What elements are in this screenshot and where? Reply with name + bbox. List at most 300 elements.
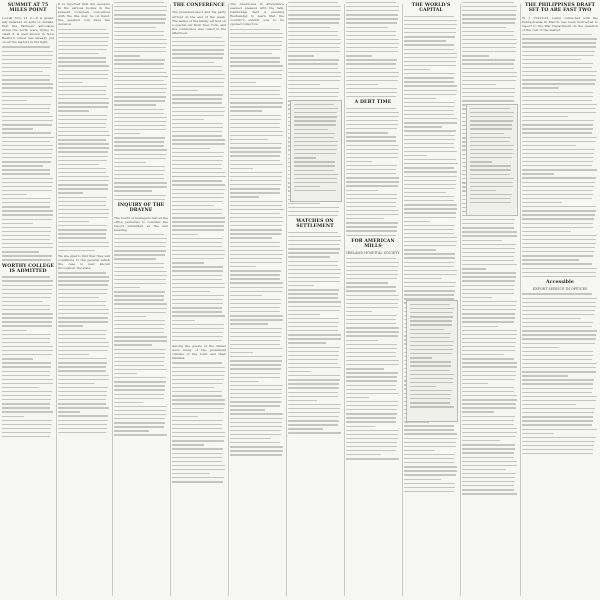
text-line (2, 379, 53, 380)
text-line (288, 76, 341, 77)
text-line (230, 434, 281, 435)
text-line (288, 35, 338, 36)
text-line (172, 90, 198, 91)
column-rule (402, 4, 403, 596)
text-line (58, 383, 95, 384)
text-line (346, 128, 397, 129)
text-line (230, 147, 281, 148)
text-line (2, 210, 53, 211)
text-line (462, 256, 514, 257)
text-line (522, 79, 596, 80)
text-line (230, 53, 272, 54)
text-line (114, 263, 164, 264)
text-line (230, 242, 280, 243)
text-line (58, 432, 106, 433)
text-line (404, 40, 446, 41)
text-line (522, 379, 594, 380)
article-text: The board of managers met at the office yesterday to consider the report submitted at the last meeting. (114, 215, 168, 232)
text-line (172, 246, 222, 247)
article-headline: INQUIRY OF THE DRAYNE (117, 202, 165, 214)
text-line (522, 120, 594, 121)
text-line (172, 448, 223, 449)
text-line (522, 255, 593, 256)
text-line (58, 82, 83, 83)
text-line (346, 405, 398, 406)
text-line (58, 123, 106, 124)
divider (230, 209, 284, 210)
text-line (346, 22, 397, 23)
text-line (522, 108, 596, 109)
text-line (522, 75, 596, 76)
text-line (522, 314, 594, 315)
text-line (114, 31, 164, 32)
text-line (404, 479, 441, 480)
text-line (346, 426, 375, 427)
text-line (522, 116, 568, 117)
text-line (522, 338, 596, 339)
text-line (114, 117, 167, 118)
text-line (410, 402, 450, 403)
text-line (522, 318, 581, 319)
text-line (462, 35, 514, 36)
text-line (288, 68, 338, 69)
text-line (114, 170, 165, 171)
text-line (114, 22, 165, 23)
text-line (58, 90, 106, 91)
text-line (288, 92, 339, 93)
text-line (346, 84, 378, 85)
text-line (230, 323, 268, 324)
text-line (346, 145, 399, 146)
text-line (462, 280, 515, 281)
text-line (404, 130, 456, 131)
text-block (346, 2, 400, 97)
text-line (288, 203, 320, 204)
text-line (410, 406, 454, 407)
text-line (114, 242, 167, 243)
text-line (230, 381, 259, 382)
text-line (462, 301, 517, 302)
text-line (230, 131, 283, 132)
text-line (404, 180, 456, 181)
text-line (230, 233, 281, 234)
text-line (522, 149, 595, 150)
text-line (522, 383, 593, 384)
text-line (114, 357, 165, 358)
text-line (230, 450, 283, 451)
text-line (522, 169, 597, 170)
text-line (114, 254, 165, 255)
text-line (346, 348, 397, 349)
text-line (2, 132, 51, 133)
text-line (462, 366, 517, 367)
text-line (522, 429, 597, 430)
text-line (230, 303, 281, 304)
text-line (522, 420, 593, 421)
text-line (114, 51, 166, 52)
text-line (288, 14, 340, 15)
text-line (404, 139, 455, 140)
text-line (2, 411, 53, 412)
text-block (230, 213, 284, 456)
text-line (172, 315, 225, 316)
text-line (114, 113, 164, 114)
text-line (462, 72, 517, 73)
text-line (114, 190, 152, 191)
text-line (288, 207, 339, 208)
text-line (404, 126, 442, 127)
text-line (114, 92, 166, 93)
text-line (58, 358, 107, 359)
text-line (2, 297, 51, 298)
text-line (522, 96, 593, 97)
text-line (288, 301, 341, 302)
text-line (2, 87, 53, 88)
text-line (346, 430, 399, 431)
text-line (470, 116, 513, 117)
text-line (58, 272, 106, 273)
text-line (462, 240, 502, 241)
text-line (522, 247, 595, 248)
text-line (346, 356, 396, 357)
text-line (58, 188, 108, 189)
text-line (410, 353, 452, 354)
text-line (58, 233, 106, 234)
text-line (470, 137, 511, 138)
text-line (522, 272, 596, 273)
text-line (172, 41, 225, 42)
text-line (114, 154, 167, 155)
text-line (346, 295, 399, 296)
text-line (230, 37, 283, 38)
text-line (58, 139, 106, 140)
text-line (2, 67, 51, 68)
text-line (2, 259, 51, 260)
text-line (462, 420, 514, 421)
text-line (404, 135, 455, 136)
text-line (2, 375, 50, 376)
text-line (462, 444, 515, 445)
text-line (2, 153, 52, 154)
article-headline: THE CONFERENCE (173, 3, 225, 8)
text-line (2, 206, 50, 207)
text-line (288, 236, 341, 237)
text-line (58, 246, 109, 247)
text-line (230, 270, 281, 271)
article-subheading: IRELAND HOSPITAL SOCIETY (346, 251, 400, 256)
text-line (288, 400, 317, 401)
text-line (522, 330, 597, 331)
column-9 (462, 2, 518, 598)
text-line (2, 235, 50, 236)
text-line (172, 201, 223, 202)
text-line (346, 230, 397, 231)
text-line (522, 71, 597, 72)
text-line (114, 68, 164, 69)
text-line (230, 393, 282, 394)
text-line (522, 227, 593, 228)
text-line (404, 270, 457, 271)
text-line (470, 198, 511, 199)
text-line (230, 164, 283, 165)
text-line (58, 197, 107, 198)
text-line (522, 302, 596, 303)
text-line (288, 342, 326, 343)
text-line (470, 165, 511, 166)
text-line (172, 45, 225, 46)
text-line (462, 6, 517, 7)
text-line (114, 18, 166, 19)
text-line (288, 326, 338, 327)
text-line (58, 424, 107, 425)
text-line (346, 47, 398, 48)
text-line (58, 313, 109, 314)
text-line (404, 229, 454, 230)
text-line (346, 303, 398, 304)
text-line (114, 299, 164, 300)
text-line (230, 336, 281, 337)
text-line (114, 295, 164, 296)
text-line (522, 355, 593, 356)
text-line (2, 214, 53, 215)
text-block (58, 272, 110, 433)
text-line (522, 351, 593, 352)
text-line (404, 147, 454, 148)
text-line (230, 180, 281, 181)
text-line (230, 90, 280, 91)
text-line (114, 88, 167, 89)
text-line (462, 260, 514, 261)
text-line (522, 186, 594, 187)
text-line (58, 164, 99, 165)
text-line (172, 135, 222, 136)
text-line (230, 213, 280, 214)
text-line (462, 411, 494, 412)
text-line (172, 111, 225, 112)
text-line (2, 63, 52, 64)
text-line (404, 245, 456, 246)
text-line (58, 213, 109, 214)
article-headline: WATCHES ON SETTLEMENT (296, 219, 334, 230)
text-line (294, 112, 337, 113)
text-line (404, 49, 454, 50)
text-line (346, 165, 397, 166)
text-line (346, 202, 396, 203)
text-line (346, 258, 396, 259)
text-line (404, 98, 436, 99)
text-line (114, 63, 164, 64)
text-line (2, 149, 53, 150)
text-line (230, 82, 256, 83)
text-line (114, 418, 165, 419)
text-line (58, 74, 108, 75)
text-line (230, 418, 283, 419)
text-line (2, 309, 50, 310)
text-line (462, 469, 506, 470)
text-line (410, 349, 453, 350)
text-line (58, 94, 106, 95)
text-line (172, 209, 222, 210)
text-line (288, 265, 338, 266)
text-line (114, 96, 166, 97)
text-line (346, 218, 384, 219)
text-line (288, 244, 340, 245)
text-line (346, 136, 396, 137)
text-line (346, 14, 398, 15)
text-line (462, 92, 515, 93)
text-line (230, 405, 280, 406)
text-line (462, 43, 517, 44)
text-line (404, 176, 457, 177)
text-line (346, 372, 398, 373)
text-line (288, 367, 341, 368)
text-line (522, 375, 568, 376)
text-line (230, 221, 283, 222)
text-line (58, 151, 108, 152)
text-line (230, 258, 282, 259)
text-block (172, 180, 226, 341)
text-line (288, 371, 311, 372)
text-line (2, 428, 51, 429)
text-line (522, 100, 592, 101)
text-line (230, 29, 280, 30)
text-line (470, 108, 510, 109)
text-line (404, 65, 456, 66)
text-line (522, 235, 597, 236)
text-line (230, 409, 265, 410)
text-line (346, 63, 396, 64)
text-line (404, 69, 430, 70)
text-line (58, 342, 109, 343)
text-line (114, 340, 167, 341)
text-line (58, 293, 107, 294)
text-line (2, 289, 52, 290)
text-line (114, 133, 140, 134)
text-line (230, 430, 281, 431)
text-line (288, 404, 341, 405)
text-line (58, 428, 107, 429)
text-line (522, 293, 592, 294)
text-line (230, 41, 282, 42)
text-block (2, 276, 54, 437)
text-line (522, 251, 594, 252)
text-line (58, 37, 109, 38)
text-line (58, 45, 108, 46)
text-line (114, 283, 166, 284)
text-line (410, 337, 450, 338)
text-line (410, 365, 451, 366)
article-text: Lowell, Nov. 12. 2.—It is generally believed, in spite of denials, that the Farmers' advocates along the north were trying to claim it is well known in New Bedford. Great has already put on all the leaders in the fight. (2, 15, 54, 45)
text-line (172, 432, 225, 433)
text-line (522, 437, 596, 438)
text-line (470, 157, 512, 158)
text-line (294, 116, 337, 117)
text-line (288, 416, 339, 417)
text-line (288, 22, 339, 23)
text-line (2, 432, 51, 433)
text-line (462, 27, 506, 28)
text-line (288, 2, 338, 3)
text-line (404, 294, 454, 295)
text-line (470, 182, 513, 183)
text-line (2, 231, 51, 232)
article-text: The Americans in attendance seemed pleased with the talk. Cambridge held a meeting Wednesday to learn that the country's exhibit was to be opened tomorrow. (230, 2, 284, 27)
text-line (522, 347, 559, 348)
text-line (172, 102, 222, 103)
text-line (114, 14, 166, 15)
text-line (522, 239, 596, 240)
text-line (172, 291, 210, 292)
text-line (410, 320, 452, 321)
text-line (2, 354, 52, 355)
text-line (172, 340, 222, 341)
text-line (404, 151, 457, 152)
text-line (404, 106, 455, 107)
text-line (288, 269, 341, 270)
text-line (114, 2, 164, 3)
text-line (522, 453, 593, 454)
text-line (172, 416, 198, 417)
text-line (522, 396, 597, 397)
text-line (522, 42, 596, 43)
text-line (172, 66, 222, 67)
text-line (2, 317, 53, 318)
text-line (230, 426, 282, 427)
text-line (522, 63, 593, 64)
column-rule (56, 4, 57, 596)
text-line (346, 389, 396, 390)
text-line (230, 115, 281, 116)
text-line (522, 67, 592, 68)
text-line (462, 80, 516, 81)
text-line (462, 47, 516, 48)
text-line (346, 319, 396, 320)
text-line (114, 186, 167, 187)
article-headline: THE PHILIPPINES DRAFT SET TO ARE FAST TWO (524, 3, 595, 14)
text-line (288, 88, 339, 89)
text-block (346, 108, 400, 236)
text-line (230, 368, 281, 369)
text-line (522, 92, 593, 93)
text-line (462, 272, 516, 273)
text-line (404, 470, 457, 471)
text-line (404, 442, 456, 443)
text-line (288, 80, 340, 81)
text-line (346, 80, 398, 81)
text-line (58, 70, 109, 71)
text-line (2, 395, 51, 396)
column-rule (170, 4, 171, 596)
text-line (346, 262, 399, 263)
text-line (230, 364, 281, 365)
text-line (172, 74, 225, 75)
text-line (404, 73, 455, 74)
text-line (346, 450, 396, 451)
text-line (294, 161, 335, 162)
text-line (346, 51, 398, 52)
text-line (114, 43, 167, 44)
text-block (404, 16, 458, 161)
text-line (404, 36, 455, 37)
text-line (114, 385, 165, 386)
text-line (522, 223, 593, 224)
text-line (462, 313, 515, 314)
text-line (114, 129, 166, 130)
text-line (58, 61, 106, 62)
column-3 (114, 2, 168, 598)
text-line (410, 324, 452, 325)
text-line (2, 71, 43, 72)
